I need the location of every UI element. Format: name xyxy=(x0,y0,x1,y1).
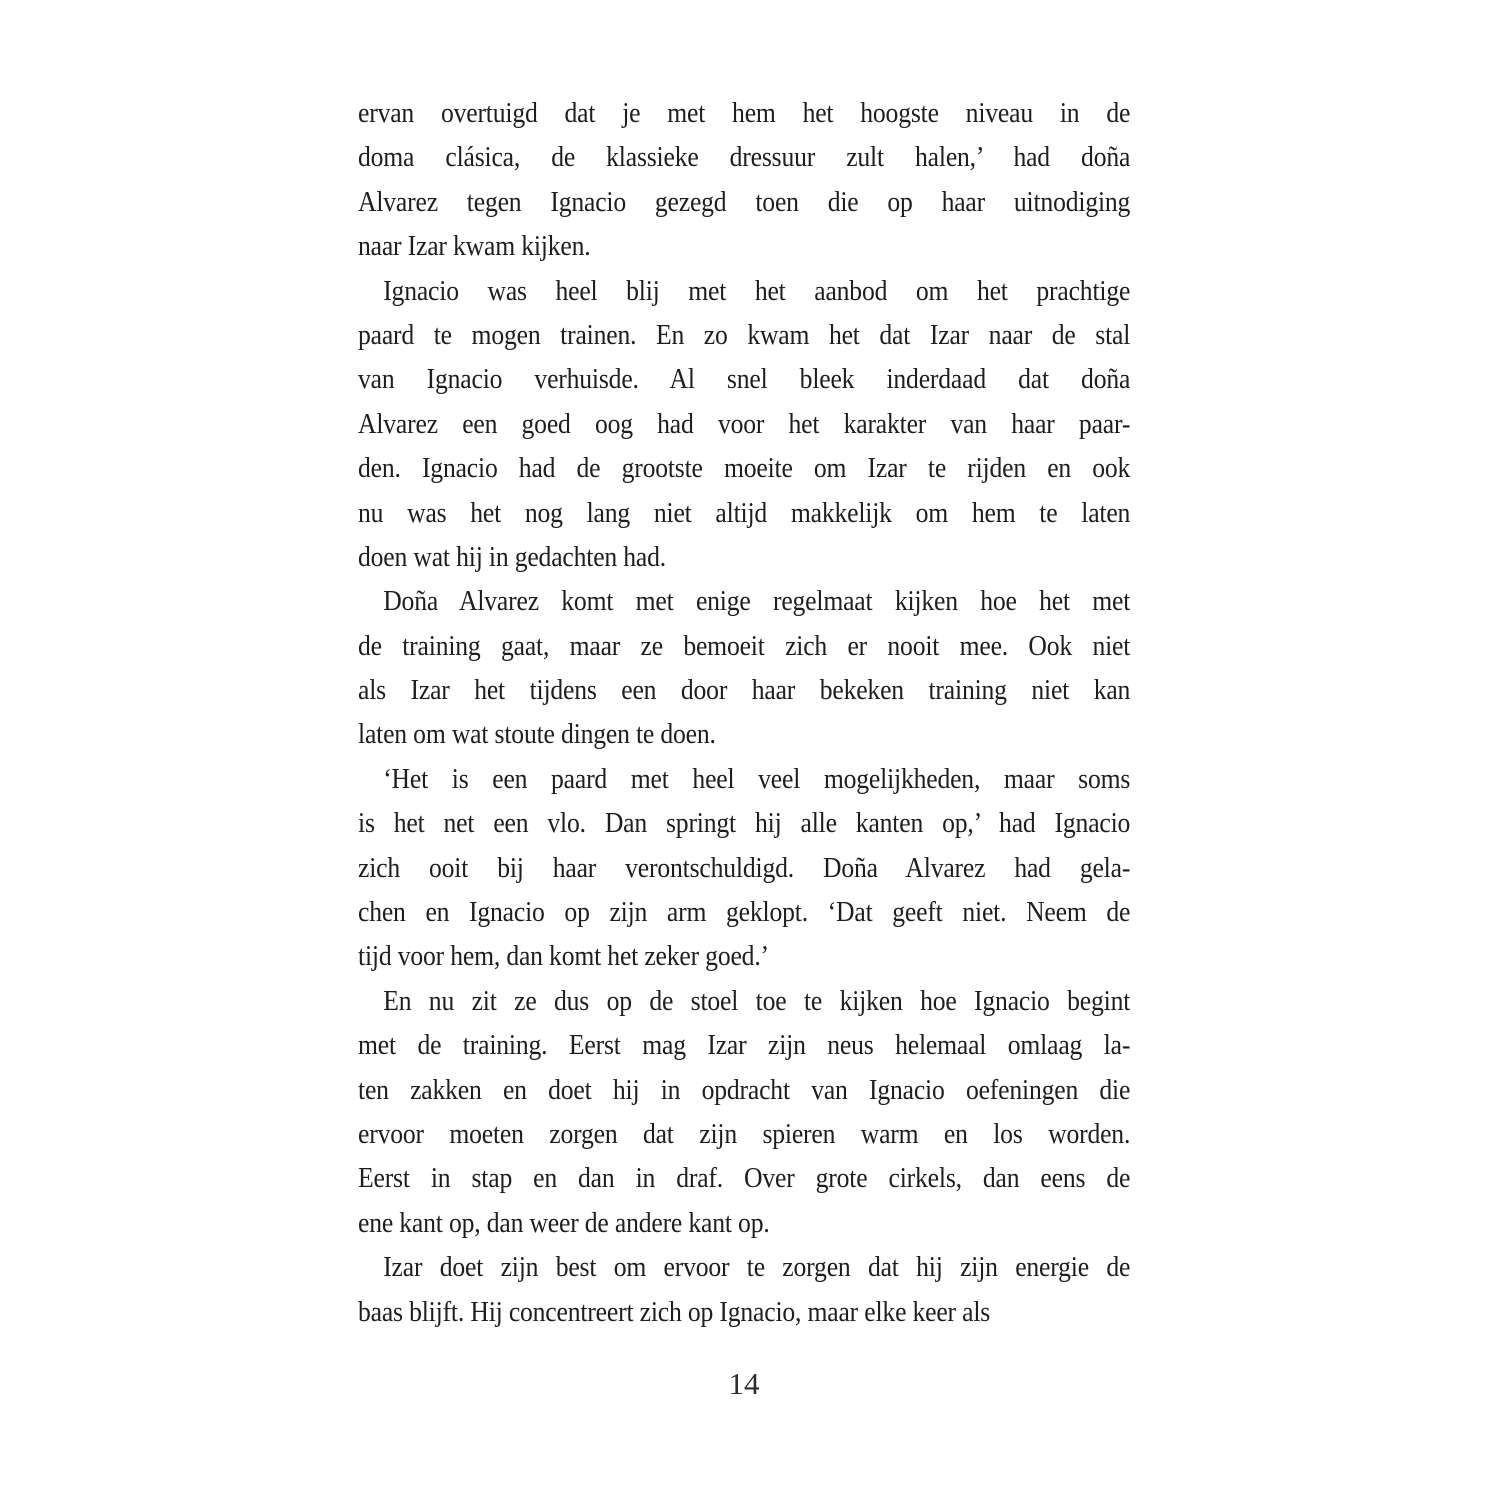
page-number: 14 xyxy=(728,1366,760,1401)
text-line: als Izar het tijdens een door haar bekeken training niet kan xyxy=(358,675,1131,707)
text-line: Ignacio was heel blij met het aanbod om het prachtige xyxy=(383,275,1131,307)
text-line: nu was het nog lang niet altijd makkelijk om hem te laten xyxy=(358,497,1131,529)
text-line: van Ignacio verhuisde. Al snel bleek inderdaad dat doña xyxy=(358,364,1131,396)
text-line: ervan overtuigd dat je met hem het hoogste niveau in de xyxy=(358,98,1131,129)
text-line: doen wat hij in gedachten had. xyxy=(358,541,667,573)
text-line: baas blijft. Hij concentreert zich op Ignacio, maar elke keer als xyxy=(358,1296,991,1328)
text-line: En nu zit ze dus op de stoel toe te kijken hoe Ignacio begint xyxy=(383,985,1131,1017)
text-line: de training gaat, maar ze bemoeit zich er nooit mee. Ook niet xyxy=(358,630,1131,662)
text-line: is het net een vlo. Dan springt hij alle kanten op,’ had Ignacio xyxy=(358,808,1131,840)
text-line: Izar doet zijn best om ervoor te zorgen dat hij zijn energie de xyxy=(383,1252,1131,1284)
text-line: Alvarez een goed oog had voor het karakter van haar paar- xyxy=(358,408,1131,440)
text-line: Eerst in stap en dan in draf. Over grote cirkels, dan eens de xyxy=(358,1163,1131,1195)
text-line: ‘Het is een paard met heel veel mogelijkheden, maar soms xyxy=(383,763,1131,795)
text-line: Doña Alvarez komt met enige regelmaat kijken hoe het met xyxy=(383,586,1131,618)
text-line: tijd voor hem, dan komt het zeker goed.’ xyxy=(358,941,769,973)
text-line: naar Izar kwam kijken. xyxy=(358,231,591,263)
text-line: doma clásica, de klassieke dressuur zult halen,’ had doña xyxy=(358,142,1131,174)
text-line: ervoor moeten zorgen dat zijn spieren warm en los worden. xyxy=(358,1118,1131,1150)
text-line: laten om wat stoute dingen te doen. xyxy=(358,719,716,751)
text-line: chen en Ignacio op zijn arm geklopt. ‘Dat geeft niet. Neem de xyxy=(358,897,1131,929)
text-line: met de training. Eerst mag Izar zijn neus helemaal omlaag la- xyxy=(358,1030,1131,1062)
text-line: paard te mogen trainen. En zo kwam het dat Izar naar de stal xyxy=(358,319,1131,351)
text-line: ene kant op, dan weer de andere kant op. xyxy=(358,1207,770,1239)
text-line: Alvarez tegen Ignacio gezegd toen die op haar uitnodiging xyxy=(358,186,1131,218)
text-line: zich ooit bij haar verontschuldigd. Doña Alvarez had gela- xyxy=(358,852,1131,884)
text-line: ten zakken en doet hij in opdracht van Ignacio oefeningen die xyxy=(358,1074,1131,1106)
text-line: den. Ignacio had de grootste moeite om Izar te rijden en ook xyxy=(358,453,1131,485)
body-text xyxy=(358,92,1130,1335)
